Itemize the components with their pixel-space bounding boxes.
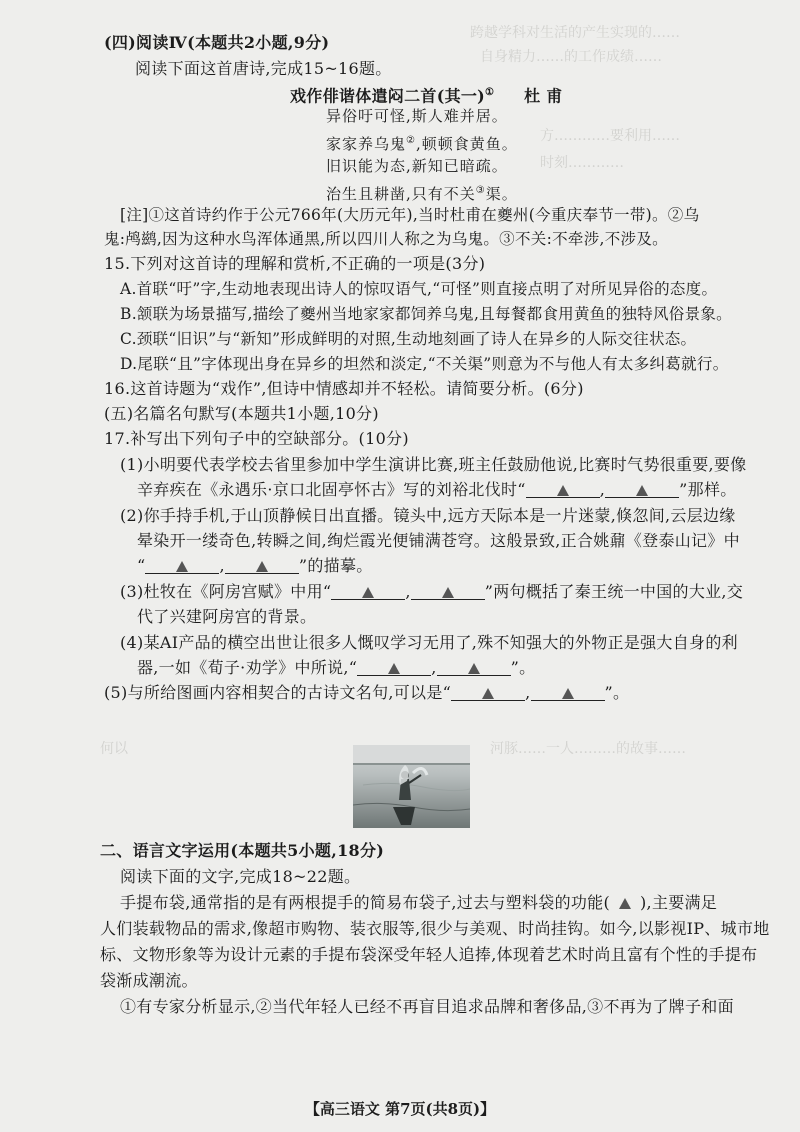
answer-blank[interactable] [451, 682, 525, 701]
sub-question-2-cont: 晕染开一缕奇色,转瞬之间,绚烂霞光便铺满苍穹。这般景致,正合姚鼐《登泰山记》中 [137, 531, 740, 550]
poem-line: 异俗吁可怪,斯人难并居。 [326, 107, 508, 125]
triangle-marker-icon [256, 561, 268, 572]
passage-line: 袋渐成潮流。 [100, 971, 198, 990]
answer-blank[interactable] [526, 479, 600, 498]
bleed-through-text: 方…………要利用…… [540, 128, 680, 144]
photo-image [353, 745, 470, 828]
triangle-marker-icon [557, 485, 569, 496]
option-c: C.颈联“旧识”与“新知”形成鲜明的对照,生动地刻画了诗人在异乡的人际交往状态。 [120, 330, 697, 348]
option-a: A.首联“吁”字,生动地表现出诗人的惊叹语气,“可怪”则直接点明了对所见异俗的态度。 [120, 280, 718, 298]
bleed-through-text: 何以 [100, 741, 128, 757]
poem-line: 旧识能为态,新知已暗疏。 [326, 157, 508, 175]
answer-blank[interactable] [610, 892, 640, 914]
poem-title: 戏作俳谐体遣闷二首(其一)① 杜 甫 [290, 86, 563, 106]
question-17: 17.补写出下列句子中的空缺部分。(10分) [104, 429, 409, 448]
sub-question-2: (2)你手持手机,于山顶静候日出直播。镜头中,远方天际本是一片迷蒙,倏忽间,云层边缘 [120, 506, 736, 525]
answer-blank[interactable] [437, 657, 511, 676]
answer-blank[interactable] [331, 581, 405, 600]
poem-note: 鬼:鸬鹚,因为这种水鸟浑体通黑,所以四川人称之为乌鬼。③不关:不牵涉,不涉及。 [104, 230, 668, 248]
sub-question-4-cont: 器,一如《荀子·劝学》中所说,“ , ”。 [137, 658, 536, 677]
triangle-marker-icon [482, 688, 494, 699]
triangle-marker-icon [176, 561, 188, 572]
sub-question-4: (4)某AI产品的横空出世让很多人慨叹学习无用了,殊不知强大的外物正是强大自身的利 [120, 633, 738, 652]
page-footer: 【高三语文 第7页(共8页)】 [304, 1100, 496, 1118]
section-title: (四)阅读Ⅳ(本题共2小题,9分) [104, 33, 330, 52]
poem-line: 家家养乌鬼②,顿顿食黄鱼。 [326, 135, 518, 153]
triangle-marker-icon [468, 663, 480, 674]
sub-question-3: (3)杜牧在《阿房宫赋》中用“ , ”两句概括了秦王统一中国的大业,交 [120, 582, 744, 601]
passage-line: 人们装载物品的需求,像超市购物、装衣服等,很少与美观、时尚挂钩。如今,以影视IP、城市地 [100, 919, 770, 938]
answer-blank[interactable] [531, 682, 605, 701]
instruction: 阅读下面这首唐诗,完成15~16题。 [135, 59, 392, 78]
triangle-marker-icon [562, 688, 574, 699]
instruction: 阅读下面的文字,完成18~22题。 [120, 867, 361, 886]
bleed-through-text: 河豚……一人………的故事…… [490, 741, 686, 757]
bleed-through-text: 时刻………… [540, 155, 624, 171]
section-title: (五)名篇名句默写(本题共1小题,10分) [104, 404, 379, 423]
passage-line: ①有专家分析显示,②当代年轻人已经不再盲目追求品牌和奢侈品,③不再为了牌子和面 [120, 997, 734, 1016]
answer-blank[interactable] [605, 479, 679, 498]
sub-question-1: (1)小明要代表学校去省里参加中学生演讲比赛,班主任鼓励他说,比赛时气势很重要,要像 [120, 455, 747, 474]
passage-line: 标、文物形象等为设计元素的手提布袋深受年轻人追捧,体现着艺术时尚且富有个性的手提布 [100, 945, 758, 964]
sub-question-5: (5)与所给图画内容相契合的古诗文名句,可以是“ , ”。 [104, 683, 630, 702]
question-15: 15.下列对这首诗的理解和赏析,不正确的一项是(3分) [104, 254, 486, 273]
bleed-through-text: 跨越学科对生活的产生实现的…… [470, 25, 680, 41]
triangle-marker-icon [619, 898, 631, 909]
part-title: 二、语言文字运用(本题共5小题,18分) [100, 841, 385, 860]
answer-blank[interactable] [145, 555, 219, 574]
option-d: D.尾联“且”字体现出身在异乡的坦然和淡定,“不关渠”则意为不与他人有太多纠葛就行。 [120, 355, 729, 373]
question-photo [353, 745, 470, 828]
triangle-marker-icon [362, 587, 374, 598]
answer-blank[interactable] [411, 581, 485, 600]
option-b: B.颔联为场景描写,描绘了夔州当地家家都饲养乌鬼,且每餐都食用黄鱼的独特风俗景象。 [120, 305, 732, 323]
triangle-marker-icon [442, 587, 454, 598]
triangle-marker-icon [636, 485, 648, 496]
answer-blank[interactable] [225, 555, 299, 574]
passage-line: 手提布袋,通常指的是有两根提手的简易布袋子,过去与塑料袋的功能( ),主要满足 [120, 893, 718, 912]
poem-line: 治生且耕凿,只有不关③渠。 [326, 185, 518, 203]
question-16: 16.这首诗题为“戏作”,但诗中情感却并不轻松。请简要分析。(6分) [104, 379, 584, 398]
poem-author: 杜 甫 [524, 86, 563, 106]
sub-question-3-cont: 代了兴建阿房宫的背景。 [137, 607, 317, 626]
triangle-marker-icon [388, 663, 400, 674]
answer-blank[interactable] [357, 657, 431, 676]
sub-question-2-cont: “ , ”的描摹。 [137, 556, 373, 575]
poem-note: [注]①这首诗约作于公元766年(大历元年),当时杜甫在夔州(今重庆奉节一带)。②乌 [120, 206, 700, 224]
sub-question-1-cont: 辛弃疾在《永遇乐·京口北固亭怀古》写的刘裕北伐时“ , ”那样。 [137, 480, 737, 499]
footnote-marker: ① [485, 87, 495, 98]
bleed-through-text: 自身精力……的工作成绩…… [480, 49, 662, 65]
